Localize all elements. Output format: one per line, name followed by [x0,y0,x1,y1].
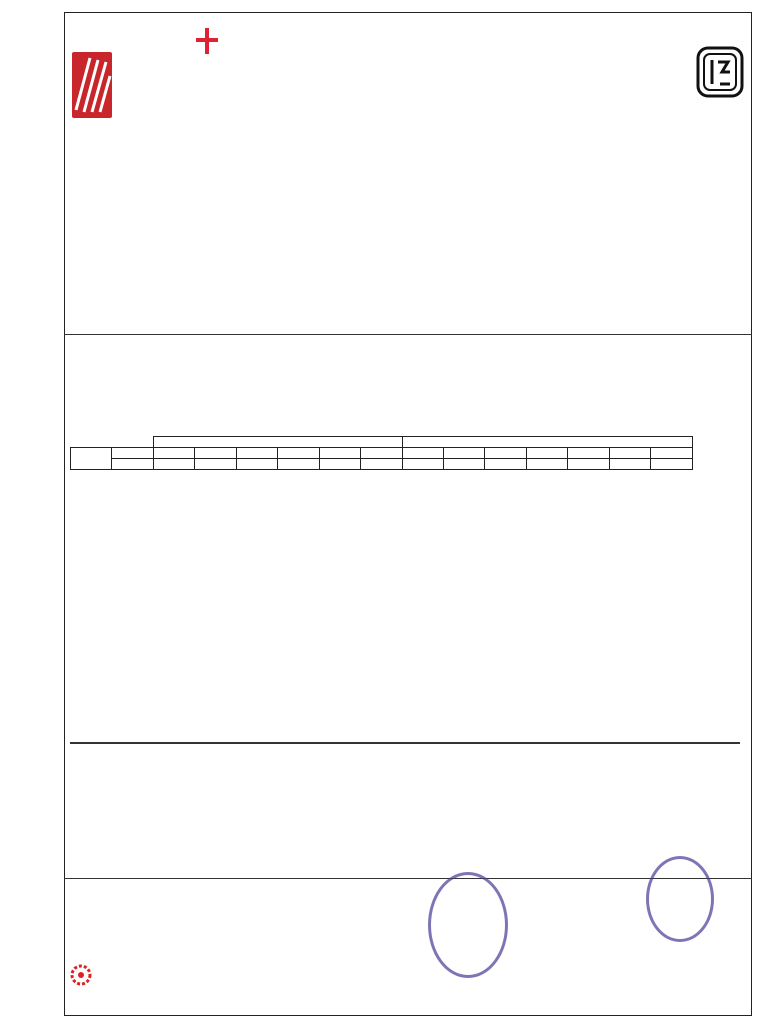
column-header-row [71,448,734,459]
stamp1-text [452,888,485,945]
table-cell [568,448,609,459]
table-cell [319,448,360,459]
table-cell [236,448,277,459]
stecol-logo [70,960,148,992]
group-header-row [71,437,734,448]
table-cell [71,448,112,459]
isi-mark-icon [696,46,744,98]
table-cell [609,459,650,470]
table-cell [153,459,194,470]
table-cell [526,459,567,470]
plus-spark-icon [196,28,218,54]
table-cell [278,448,319,459]
table-cell [692,459,733,470]
table-cell [112,459,153,470]
table-cell [402,448,443,459]
table-cell [609,448,650,459]
stamp2-text [662,868,698,919]
unit-row [71,459,734,470]
essar-logo [70,50,200,120]
test-results-table [70,436,734,470]
stecol-emblem-icon [70,962,92,988]
table-cell [236,459,277,470]
table-cell [651,459,692,470]
table-cell [195,448,236,459]
table-cell [153,448,194,459]
certificate-frame [64,12,752,1016]
table-cell [71,437,154,448]
table-cell [278,459,319,470]
table-cell [402,459,443,470]
table-cell [526,448,567,459]
stecol-stamp [428,872,508,978]
table-cell [568,459,609,470]
table-cell [361,448,402,459]
table-cell [692,437,733,448]
table-cell [71,459,112,470]
table-cell [443,448,484,459]
chem-group-header [153,437,402,448]
table-cell [485,448,526,459]
table-cell [651,448,692,459]
table-cell [443,459,484,470]
sgs-stamp [646,856,714,942]
divider [64,334,752,335]
notes-box [70,742,740,744]
table-cell [319,459,360,470]
table-cell [112,448,153,459]
table-cell [692,448,733,459]
essar-emblem-icon [70,50,118,120]
table-cell [485,459,526,470]
mech-group-header [402,437,692,448]
table-cell [195,459,236,470]
table-cell [361,459,402,470]
